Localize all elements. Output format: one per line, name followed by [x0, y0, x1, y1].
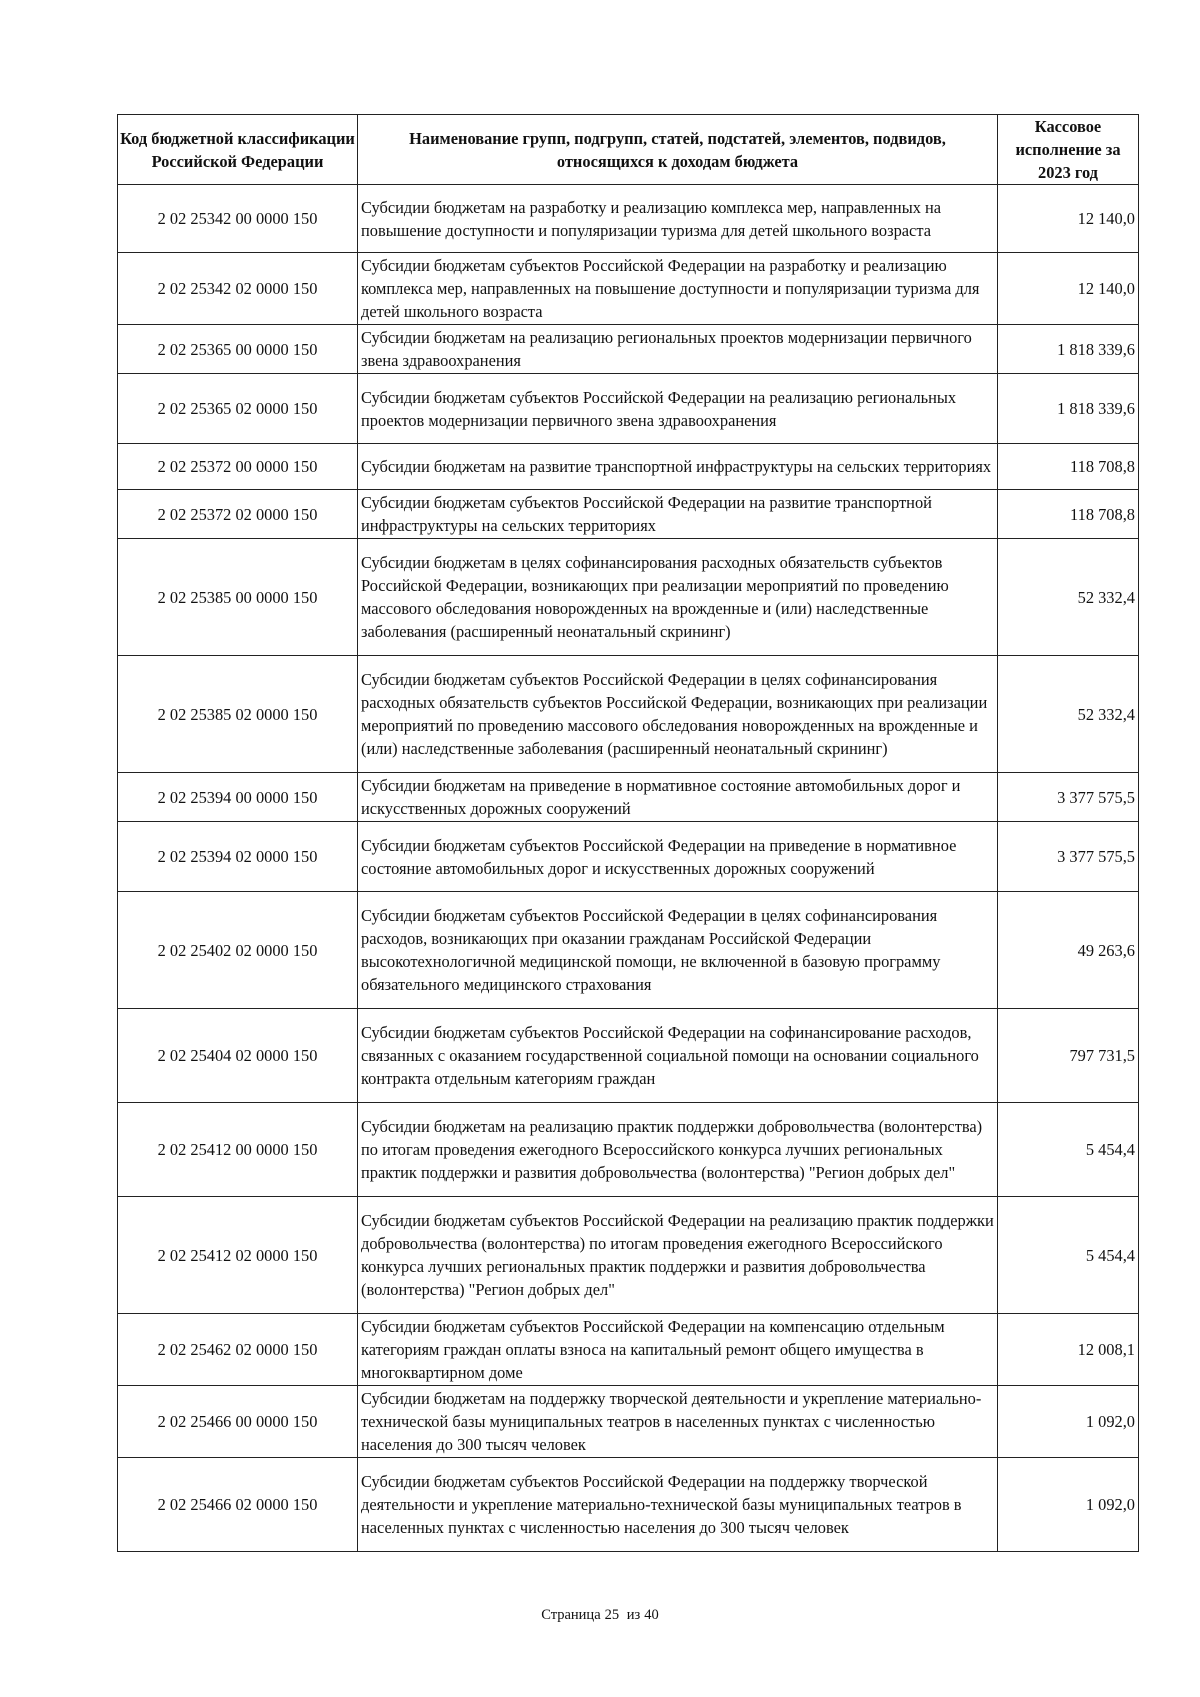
row-amount: 5 454,4: [998, 1197, 1139, 1314]
row-code: 2 02 25365 00 0000 150: [118, 325, 358, 374]
row-amount: 12 008,1: [998, 1314, 1139, 1386]
row-name: Субсидии бюджетам субъектов Российской Федерации на компенсацию отдельным категориям граждан оплаты взноса на капитальный ремонт общего имущества в многоквартирном доме: [358, 1314, 998, 1386]
row-code: 2 02 25412 02 0000 150: [118, 1197, 358, 1314]
table-row: [118, 444, 1139, 490]
table-row: [118, 1009, 1139, 1103]
row-amount: 1 092,0: [998, 1386, 1139, 1458]
row-amount: 1 818 339,6: [998, 374, 1139, 444]
table-row: [118, 490, 1139, 539]
row-code: 2 02 25466 02 0000 150: [118, 1458, 358, 1552]
budget-revenue-table: [117, 114, 1139, 1552]
row-amount: 12 140,0: [998, 253, 1139, 325]
row-amount: 3 377 575,5: [998, 822, 1139, 892]
row-code: 2 02 25385 02 0000 150: [118, 656, 358, 773]
row-name: Субсидии бюджетам на приведение в нормативное состояние автомобильных дорог и искусственных дорожных сооружений: [358, 773, 998, 822]
row-name: Субсидии бюджетам субъектов Российской Федерации на реализацию практик поддержки добровольчества (волонтерства) по итогам проведения ежегодного Всероссийского конкурса лучших региональных практик поддержки и развития добровольчества (волонтерства) "Регион добрых дел": [358, 1197, 998, 1314]
row-amount: 118 708,8: [998, 490, 1139, 539]
row-amount: 12 140,0: [998, 185, 1139, 253]
row-amount: 49 263,6: [998, 892, 1139, 1009]
row-name: Субсидии бюджетам субъектов Российской Федерации в целях софинансирования расходов, возникающих при оказании гражданам Российской Федерации высокотехнологичной медицинской помощи, не включенной в базовую программу обязательного медицинского страхования: [358, 892, 998, 1009]
table-row: [118, 892, 1139, 1009]
row-name: Субсидии бюджетам на поддержку творческой деятельности и укрепление материально-технической базы муниципальных театров в населенных пунктах с численностью населения до 300 тысяч человек: [358, 1386, 998, 1458]
footer-of-word: из: [626, 1607, 641, 1623]
row-code: 2 02 25404 02 0000 150: [118, 1009, 358, 1103]
row-code: 2 02 25394 00 0000 150: [118, 773, 358, 822]
row-name: Субсидии бюджетам на развитие транспортной инфраструктуры на сельских территориях: [358, 444, 998, 490]
row-code: 2 02 25462 02 0000 150: [118, 1314, 358, 1386]
page-footer: [0, 1607, 1200, 1624]
row-amount: 5 454,4: [998, 1103, 1139, 1197]
row-name: Субсидии бюджетам на реализацию региональных проектов модернизации первичного звена здравоохранения: [358, 325, 998, 374]
table-row: [118, 539, 1139, 656]
row-name: Субсидии бюджетам субъектов Российской Федерации на разработку и реализацию комплекса мер, направленных на повышение доступности и популяризации туризма для детей школьного возраста: [358, 253, 998, 325]
table-body: [118, 185, 1139, 1552]
table-row: [118, 185, 1139, 253]
row-name: Субсидии бюджетам субъектов Российской Федерации на поддержку творческой деятельности и укрепление материально-технической базы муниципальных театров в населенных пунктах с численностью населения до 300 тысяч человек: [358, 1458, 998, 1552]
row-code: 2 02 25342 00 0000 150: [118, 185, 358, 253]
table-row: [118, 253, 1139, 325]
row-amount: 797 731,5: [998, 1009, 1139, 1103]
row-code: 2 02 25372 02 0000 150: [118, 490, 358, 539]
row-amount: 118 708,8: [998, 444, 1139, 490]
row-amount: 1 092,0: [998, 1458, 1139, 1552]
header-row: [118, 115, 1139, 185]
table-row: [118, 822, 1139, 892]
footer-page-word: Страница: [541, 1607, 601, 1623]
row-code: 2 02 25402 02 0000 150: [118, 892, 358, 1009]
header-name: Наименование групп, подгрупп, статей, подстатей, элементов, подвидов, относящихся к доходам бюджета: [358, 115, 998, 185]
row-amount: 52 332,4: [998, 656, 1139, 773]
row-code: 2 02 25385 00 0000 150: [118, 539, 358, 656]
row-name: Субсидии бюджетам субъектов Российской Федерации на развитие транспортной инфраструктуры на сельских территориях: [358, 490, 998, 539]
row-amount: 3 377 575,5: [998, 773, 1139, 822]
header-code: Код бюджетной классификации Российской Федерации: [118, 115, 358, 185]
table-row: [118, 773, 1139, 822]
row-name: Субсидии бюджетам субъектов Российской Федерации на приведение в нормативное состояние автомобильных дорог и искусственных дорожных сооружений: [358, 822, 998, 892]
table-row: [118, 374, 1139, 444]
table-row: [118, 1103, 1139, 1197]
row-name: Субсидии бюджетам на разработку и реализацию комплекса мер, направленных на повышение доступности и популяризации туризма для детей школьного возраста: [358, 185, 998, 253]
row-code: 2 02 25342 02 0000 150: [118, 253, 358, 325]
row-code: 2 02 25394 02 0000 150: [118, 822, 358, 892]
table-row: [118, 656, 1139, 773]
table-row: [118, 1386, 1139, 1458]
row-code: 2 02 25412 00 0000 150: [118, 1103, 358, 1197]
row-name: Субсидии бюджетам субъектов Российской Федерации в целях софинансирования расходных обязательств субъектов Российской Федерации, возникающих при реализации мероприятий по проведению массового обследования новорожденных на врожденные и (или) наследственные заболевания (расширенный неонатальный скрининг): [358, 656, 998, 773]
table-row: [118, 1314, 1139, 1386]
header-amount: Кассовое исполнение за 2023 год: [998, 115, 1139, 185]
footer-page-total: 40: [644, 1607, 659, 1623]
row-amount: 1 818 339,6: [998, 325, 1139, 374]
table-row: [118, 325, 1139, 374]
row-code: 2 02 25372 00 0000 150: [118, 444, 358, 490]
table-row: [118, 1197, 1139, 1314]
row-name: Субсидии бюджетам субъектов Российской Федерации на софинансирование расходов, связанных с оказанием государственной социальной помощи на основании социального контракта отдельным категориям граждан: [358, 1009, 998, 1103]
table-row: [118, 1458, 1139, 1552]
row-name: Субсидии бюджетам субъектов Российской Федерации на реализацию региональных проектов модернизации первичного звена здравоохранения: [358, 374, 998, 444]
row-amount: 52 332,4: [998, 539, 1139, 656]
row-name: Субсидии бюджетам на реализацию практик поддержки добровольчества (волонтерства) по итогам проведения ежегодного Всероссийского конкурса лучших региональных практик поддержки и развития добровольчества (волонтерства) "Регион добрых дел": [358, 1103, 998, 1197]
row-code: 2 02 25365 02 0000 150: [118, 374, 358, 444]
row-name: Субсидии бюджетам в целях софинансирования расходных обязательств субъектов Российской Федерации, возникающих при реализации мероприятий по проведению массового обследования новорожденных на врожденные и (или) наследственные заболевания (расширенный неонатальный скрининг): [358, 539, 998, 656]
footer-page-number: 25: [604, 1607, 620, 1623]
table-header: [118, 115, 1139, 185]
row-code: 2 02 25466 00 0000 150: [118, 1386, 358, 1458]
